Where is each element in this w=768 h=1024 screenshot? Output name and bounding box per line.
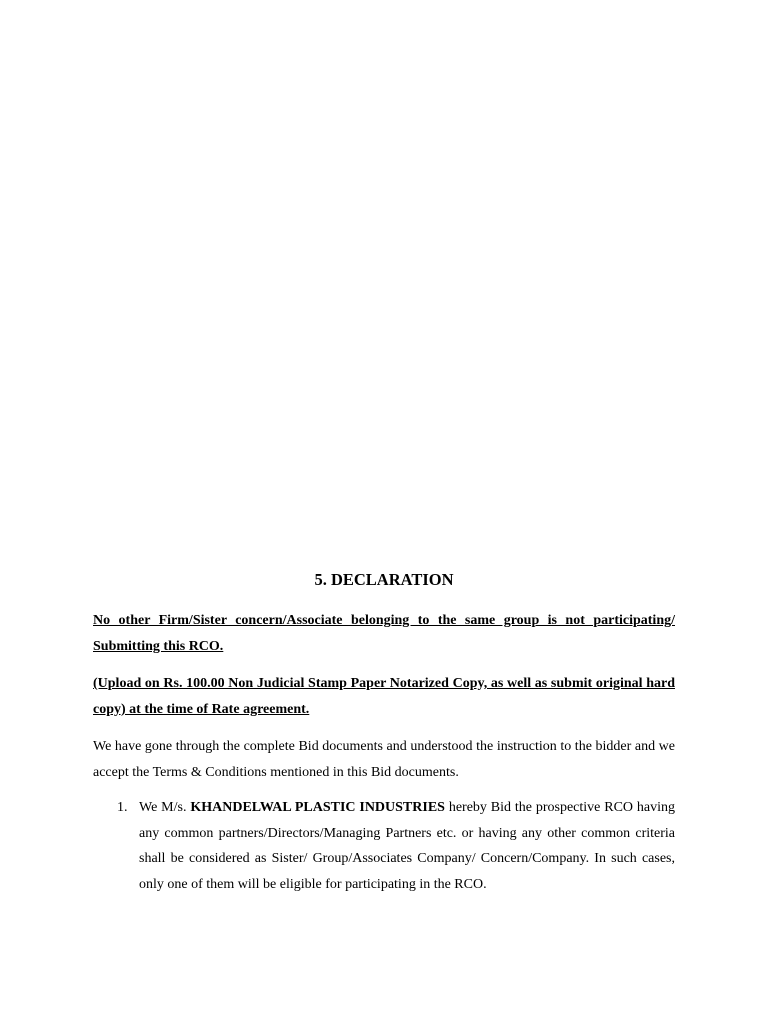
declaration-list [93, 795, 675, 897]
declaration-notice: No other Firm/Sister concern/Associate belonging to the same group is not participating/ Submitting this RCO. [93, 613, 675, 654]
company-name: KHANDELWAL PLASTIC INDUSTRIES [190, 800, 445, 815]
upload-instruction: (Upload on Rs. 100.00 Non Judicial Stamp Paper Notarized Copy, as well as submit original hard copy) at the time of Rate agreement. [93, 676, 675, 717]
list-item-prefix: We M/s. [139, 800, 191, 815]
list-item [93, 795, 675, 897]
list-item-number: 1. [117, 800, 128, 815]
list-item-text: hereby Bid the prospective RCO having any common partners/Directors/Managing Partners etc. or having any other common criteria shall be considered as Sister/ Group/Associates Company/ Concern/Company. In such cases, only one of them will be eligible for participating in the RCO. [139, 800, 675, 892]
section-heading: 5. DECLARATION [314, 570, 454, 589]
intro-paragraph: We have gone through the complete Bid documents and understood the instruction to the bidder and we accept the Terms & Conditions mentioned in this Bid documents. [93, 739, 675, 780]
